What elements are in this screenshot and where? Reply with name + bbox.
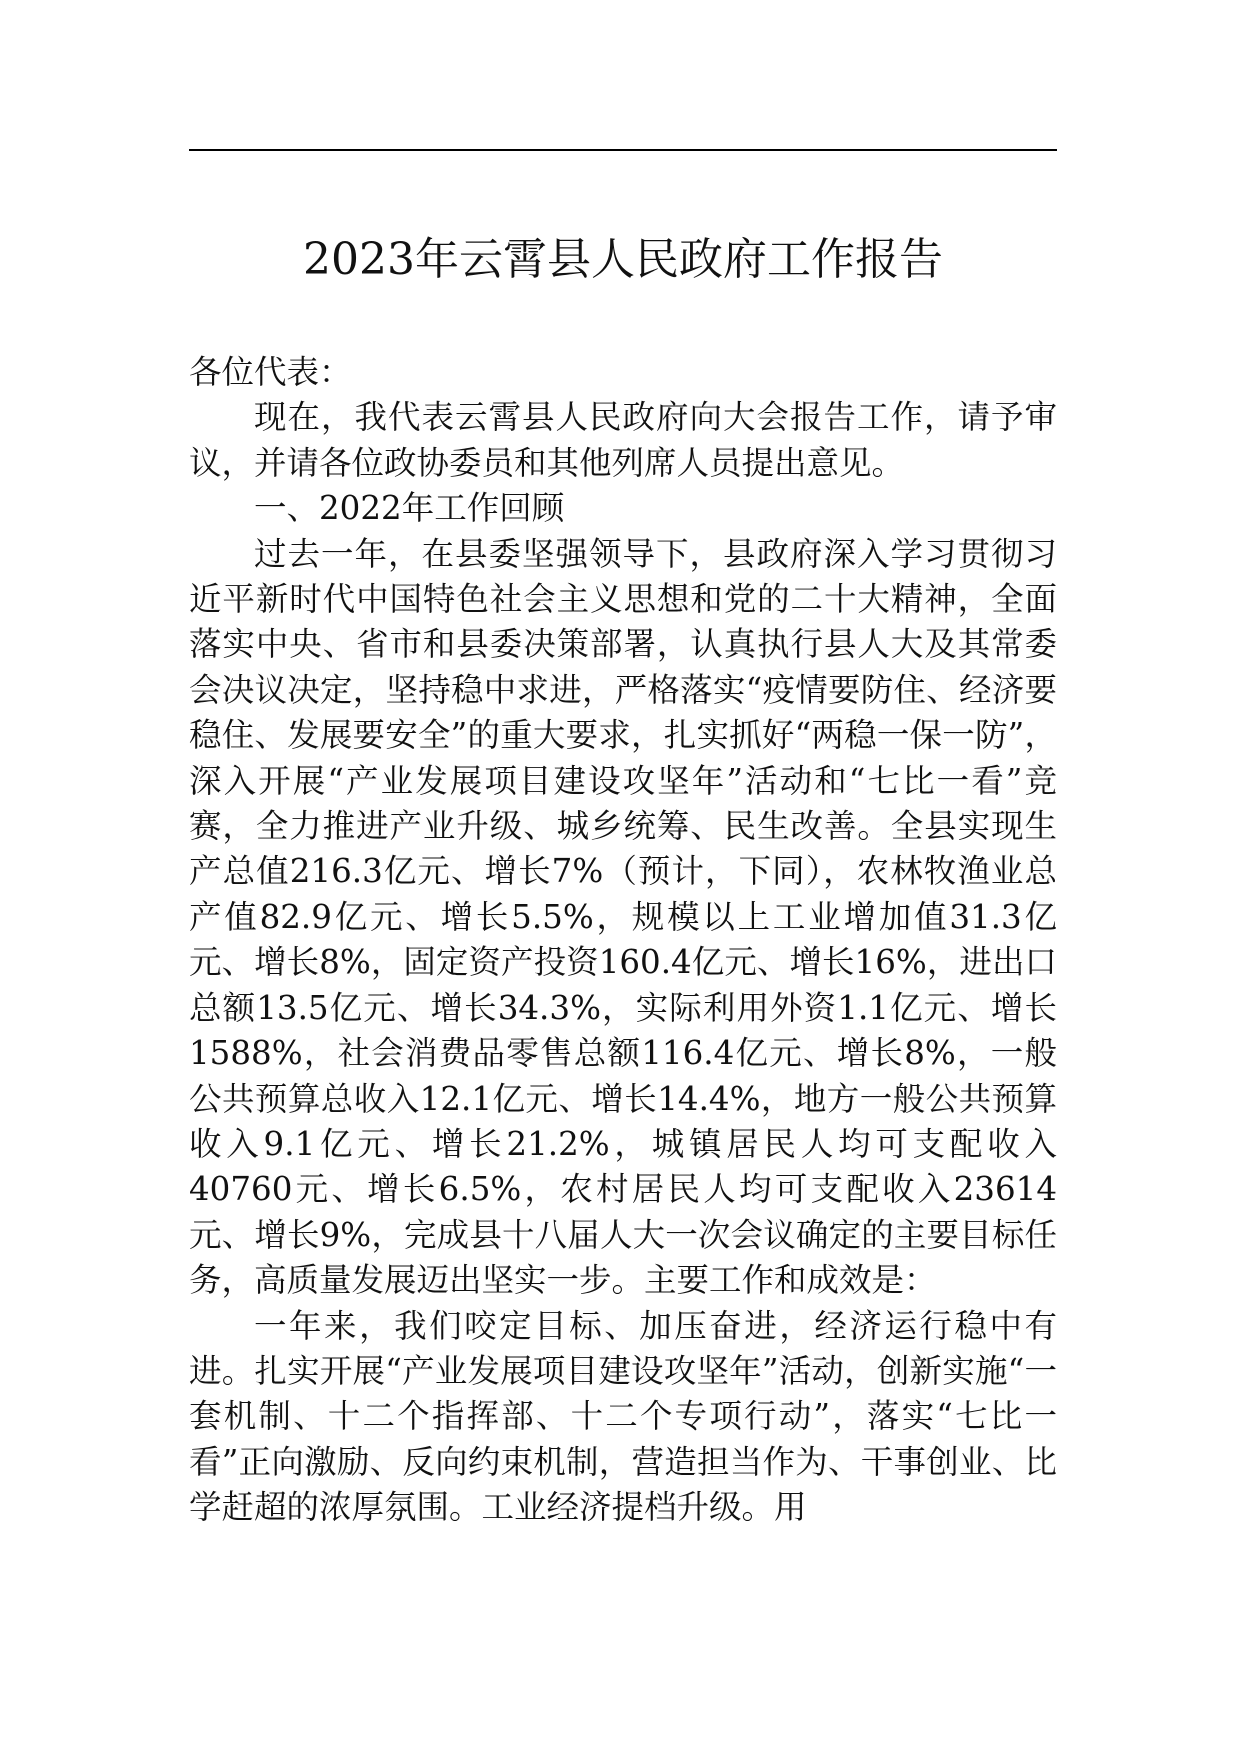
paragraph-intro: 现在，我代表云霄县人民政府向大会报告工作，请予审议，并请各位政协委员和其他列席人员提出意见。 — [189, 398, 1057, 482]
paragraph-review: 过去一年，在县委坚强领导下，县政府深入学习贯彻习近平新时代中国特色社会主义思想和党的二十大精神，全面落实中央、省市和县委决策部署，认真执行县人大及其常委会决议决定，坚持稳中求进，严格落实“疫情要防住、经济要稳住、发展要安全”的重大要求，扎实抓好“两稳一保一防”，深入开展“产业发展项目建设攻坚年”活动和“七比一看”竞赛，全力推进产业升级、城乡统筹、民生改善。全县实现生产总值216.3亿元、增长7%（预计，下同），农林牧渔业总产值82.9亿元、增长5.5%，规模以上工业增加值31.3亿元、增长8%，固定资产投资160.4亿元、增长16%，进出口总额13.5亿元、增长34.3%，实际利用外资1.1亿元、增长1588%，社会消费品零售总额116.4亿元、增长8%，一般公共预算总收入12.1亿元、增长14.4%，地方一般公共预算收入9.1亿元、增长21.2%，城镇居民人均可支配收入40760元、增长6.5%，农村居民人均可支配收入23614元、增长9%，完成县十八届人大一次会议确定的主要目标任务，高质量发展迈出坚实一步。主要工作和成效是： — [189, 534, 1057, 1300]
document-title: 2023年云霄县人民政府工作报告 — [303, 234, 943, 285]
header-rule — [189, 149, 1057, 151]
paragraph-achievements: 一年来，我们咬定目标、加压奋进，经济运行稳中有进。扎实开展“产业发展项目建设攻坚年”活动，创新实施“一套机制、十二个指挥部、十二个专项行动”，落实“七比一看”正向激励、反向约束机制，营造担当作为、干事创业、比学赶超的浓厚氛围。工业经济提档升级。用 — [189, 1306, 1057, 1527]
salutation: 各位代表： — [189, 353, 352, 391]
section-heading: 一、2022年工作回顾 — [254, 489, 565, 528]
document-body — [189, 350, 1057, 1531]
